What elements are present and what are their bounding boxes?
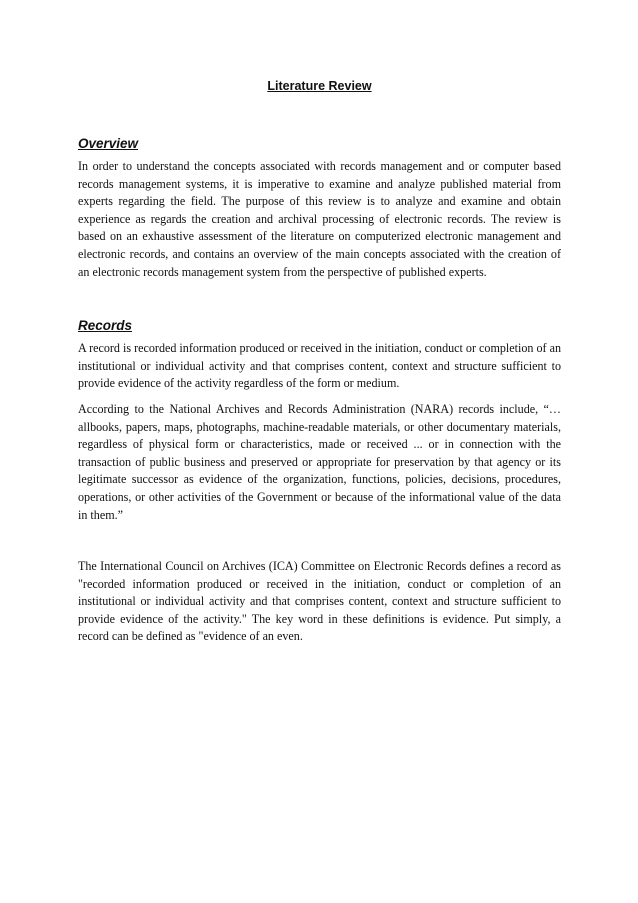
document-title: Literature Review — [267, 79, 372, 93]
overview-paragraph: In order to understand the concepts associated with records management and or computer based records management systems, it is imperative to examine and analyze published material from experts regarding the field. The purpose of this review is to analyze and examine and obtain experience as regards the creation and archival processing of electronic records. The review is based on an exhaustive assessment of the literature on computerized electronic management and electronic records, and contains an overview of the main concepts associated with the creation of an electronic records management system from the perspective of published experts. — [78, 159, 561, 279]
section-heading-overview: Overview — [78, 136, 139, 151]
spacer — [78, 393, 561, 401]
records-paragraph-definition: A record is recorded information produced or received in the initiation, conduct or completion of an institutional or individual activity and that comprises content, context and structure sufficient to provide evidence of the activity regardless of the form or medium. — [78, 341, 561, 391]
spacer — [78, 524, 561, 558]
section-heading-records: Records — [78, 318, 133, 334]
document-content — [78, 78, 561, 646]
records-paragraph-nara: According to the National Archives and Records Administration (NARA) records include, “… allbooks, papers, maps, photographs, machine-readable materials, or other documentary materials, regardless of physical form or characteristics, made or received ... or in connection with the transaction of public business and preserved or appropriate for preservation by that agency or its legitimate successor as evidence of the organization, functions, policies, decisions, procedures, operations, or other activities of the Government or because of the informational value of the data in them.” — [78, 401, 561, 522]
spacer — [78, 281, 561, 317]
records-paragraph-ica: The International Council on Archives (ICA) Committee on Electronic Records defines a record as "recorded information produced or received in the initiation, conduct or completion of an institutional or individual activity and that comprises content, context and structure sufficient to provide evidence of the activity." The key word in these definitions is evidence. Put simply, a record can be defined as "evidence of an even. — [78, 559, 561, 644]
